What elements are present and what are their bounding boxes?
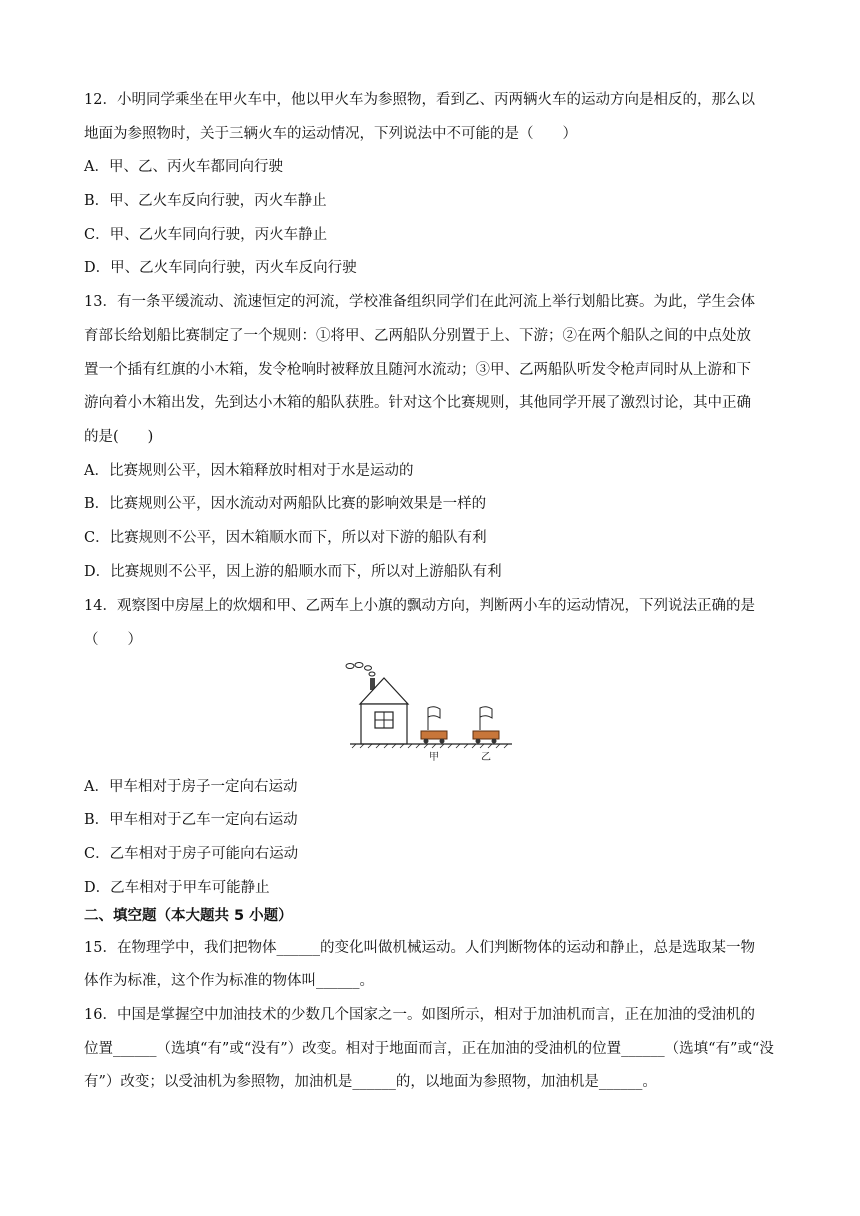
car-yi xyxy=(473,707,499,744)
q14-stem-line2: （ ） xyxy=(84,632,142,648)
q13-option-b: B．比赛规则公平，因水流动对两船队比赛的影响效果是一样的 xyxy=(84,496,487,512)
q15-stem-line1: 15．在物理学中，我们把物体______的变化叫做机械运动。人们判断物体的运动和静止，总是选取某一物 xyxy=(84,940,755,956)
flag-yi xyxy=(480,707,492,718)
q13-stem-line4: 游向着小木箱出发，先到达小木箱的船队获胜。针对这个比赛规则，其他同学开展了激烈讨论，其中正确 xyxy=(84,395,751,411)
q13-stem-line1: 13．有一条平缓流动、流速恒定的河流，学校准备组织同学们在此河流上举行划船比赛。为此，学生会体 xyxy=(84,294,755,310)
q12-option-a: A．甲、乙、丙火车都同向行驶 xyxy=(84,159,283,175)
q14-stem-line1: 14．观察图中房屋上的炊烟和甲、乙两车上小旗的飘动方向，判断两小车的运动情况，下列说法正确的是 xyxy=(84,598,755,614)
q13-stem-line2: 育部长给划船比赛制定了一个规则：①将甲、乙两船队分别置于上、下游；②在两个船队之间的中点处放 xyxy=(84,328,751,344)
q12-option-c: C．甲、乙火车同向行驶，丙火车静止 xyxy=(84,227,328,243)
flag-jia xyxy=(428,707,440,718)
q12-stem-line1: 12．小明同学乘坐在甲火车中，他以甲火车为参照物，看到乙、丙两辆火车的运动方向是相反的，那么以 xyxy=(84,92,755,108)
q15-stem-line2: 体作为标准，这个作为标准的物体叫______。 xyxy=(84,973,374,989)
car-jia-label: 甲 xyxy=(429,752,439,763)
wheel xyxy=(476,739,481,744)
cart-yi xyxy=(473,731,499,739)
q13-option-d: D．比赛规则不公平，因上游的船顺水而下，所以对上游船队有利 xyxy=(84,564,502,580)
q12-stem-line2: 地面为参照物时，关于三辆火车的运动情况，下列说法中不可能的是（ ） xyxy=(84,126,577,142)
q14-option-d: D．乙车相对于甲车可能静止 xyxy=(84,880,270,896)
car-jia xyxy=(421,707,447,744)
q12-option-b: B．甲、乙火车反向行驶，丙火车静止 xyxy=(84,193,327,209)
q14-option-c: C．乙车相对于房子可能向右运动 xyxy=(84,846,299,862)
q16-stem-line3: 有”）改变；以受油机为参照物，加油机是______的，以地面为参照物，加油机是______。 xyxy=(84,1074,657,1090)
q13-option-a: A．比赛规则公平，因木箱释放时相对于水是运动的 xyxy=(84,463,414,479)
cart-jia xyxy=(421,731,447,739)
q16-stem-line1: 16．中国是掌握空中加油技术的少数几个国家之一。如图所示，相对于加油机而言，正在加油的受油机的 xyxy=(84,1007,755,1023)
smoke-puffs xyxy=(346,663,375,677)
q14-option-b: B．甲车相对于乙车一定向右运动 xyxy=(84,812,298,828)
wheel xyxy=(492,739,497,744)
car-yi-label: 乙 xyxy=(481,752,491,763)
house-roof xyxy=(360,678,408,704)
section-2-heading: 二、填空题（本大题共 5 小题） xyxy=(84,908,293,924)
wheel xyxy=(424,739,429,744)
house-and-cars-figure xyxy=(340,656,520,768)
q12-option-d: D．甲、乙火车同向行驶，丙火车反向行驶 xyxy=(84,260,357,276)
wheel xyxy=(440,739,445,744)
q14-option-a: A．甲车相对于房子一定向右运动 xyxy=(84,779,298,795)
q16-stem-line2: 位置______（选填“有”或“没有”）改变。相对于地面而言，正在加油的受油机的位置______（选填“有”或“没 xyxy=(84,1041,774,1057)
q13-stem-line5: 的是( ) xyxy=(84,429,154,445)
q13-stem-line3: 置一个插有红旗的小木箱，发令枪响时被释放且随河水流动；③甲、乙两船队听发令枪声同时从上游和下 xyxy=(84,362,751,378)
q13-option-c: C．比赛规则不公平，因木箱顺水而下，所以对下游的船队有利 xyxy=(84,530,487,546)
